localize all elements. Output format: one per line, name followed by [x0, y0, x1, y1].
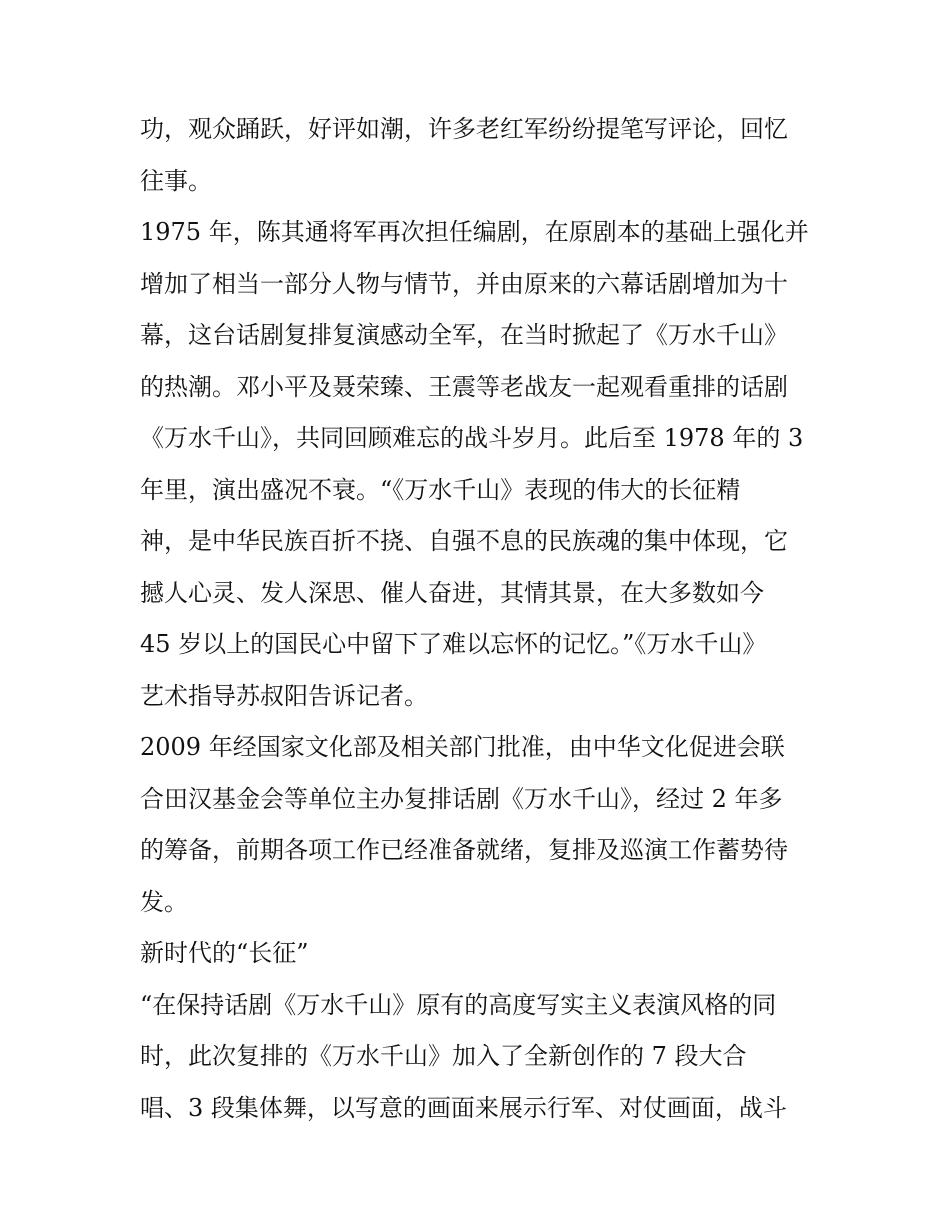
text-line-6: 的热潮。邓小平及聂荣臻、王震等老战友一起观看重排的话剧: [140, 372, 788, 401]
text-line-1: 功，观众踊跃，好评如潮，许多老红军纷纷提笔写评论，回忆: [140, 115, 788, 143]
text-line-5: 幕，这台话剧复排复演感动全军，在当时掀起了《万水千山》: [140, 321, 788, 349]
text-line-14: 合田汉基金会等单位主办复排话剧《万水千山》，经过 2 年多: [140, 784, 783, 813]
text-line-12: 艺术指导苏叔阳告诉记者。: [140, 681, 428, 710]
text-line-8: 年里，演出盛况不衰。“《万水千山》表现的伟大的长征精: [140, 475, 741, 504]
text-line-10: 撼人心灵、发人深思、催人奋进，其情其景，在大多数如今: [140, 578, 764, 607]
text-line-11: 45 岁以上的国民心中留下了难以忘怀的记忆。”《万水千山》: [140, 630, 767, 658]
text-line-4: 增加了相当一部分人物与情节，并由原来的六幕话剧增加为十: [140, 269, 788, 298]
text-line-2: 往事。: [140, 166, 212, 195]
text-line-9: 神，是中华民族百折不挠、自强不息的民族魂的集中体现，它: [140, 527, 788, 555]
body-text: [140, 104, 820, 1134]
text-line-7: 《万水千山》，共同回顾难忘的战斗岁月。此后至 1978 年的 3: [140, 424, 804, 452]
text-line-3: 1975 年，陈其通将军再次担任编剧，在原剧本的基础上强化并: [140, 218, 809, 246]
text-line-19: 时，此次复排的《万水千山》加入了全新创作的 7 段大合: [140, 1042, 747, 1070]
text-line-18: “在保持话剧《万水千山》原有的高度写实主义表演风格的同: [140, 990, 777, 1019]
section-heading: 新时代的“长征”: [140, 939, 309, 967]
text-line-16: 发。: [140, 887, 188, 916]
text-line-20: 唱、3 段集体舞，以写意的画面来展示行军、对仗画面，战斗: [140, 1093, 787, 1122]
text-line-15: 的筹备，前期各项工作已经准备就绪，复排及巡演工作蓄势待: [140, 836, 788, 864]
text-line-13: 2009 年经国家文化部及相关部门批准，由中华文化促进会联: [140, 733, 785, 761]
